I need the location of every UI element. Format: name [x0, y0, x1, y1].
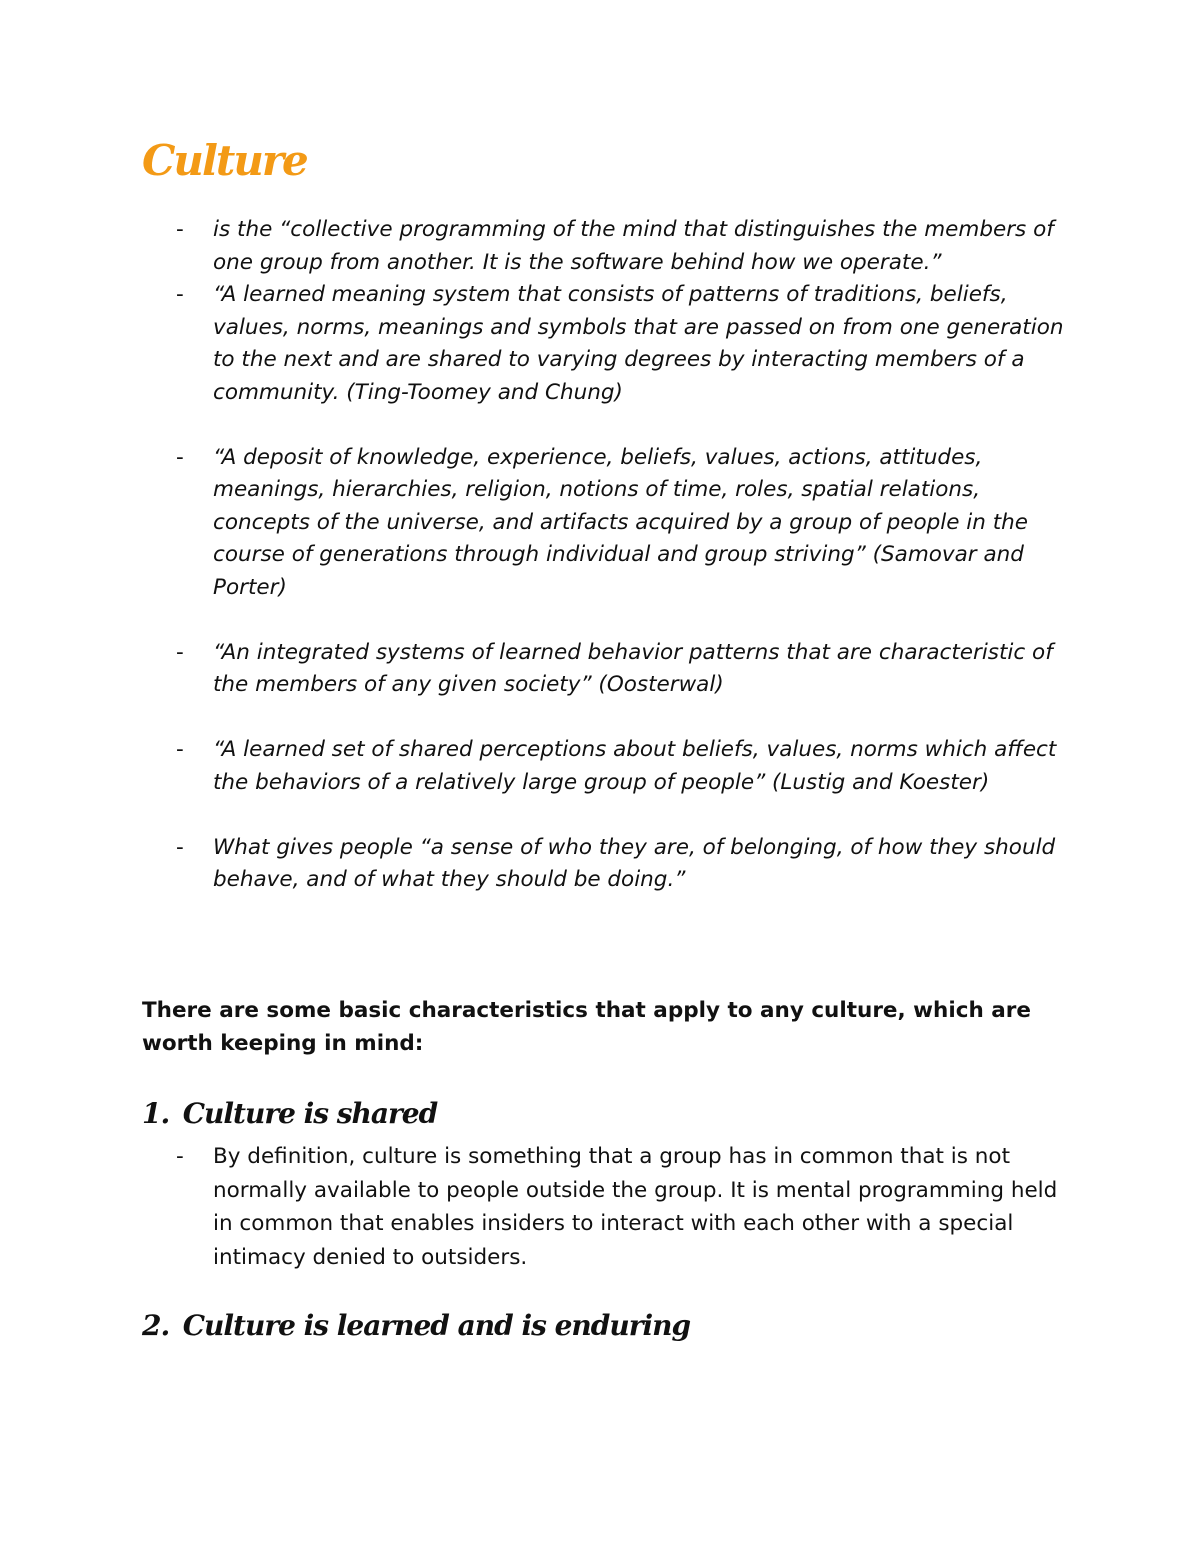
definition-text: is the “collective programming of the mind that distinguishes the members of one group from another. It is the software behind how we operate.”	[213, 217, 1054, 275]
definition-text: “A learned meaning system that consists of patterns of traditions, beliefs, values, norms, meanings and symbols that are passed on from one generation to the next and are shared to varying degrees by interacting members of a community. (Ting-Toomey and Chung)	[213, 282, 1064, 405]
section-number: 2.	[142, 1309, 170, 1342]
bullet-dash: -	[176, 1144, 184, 1169]
bullet-dash: -	[176, 217, 184, 242]
section-bullet-item	[0, 1140, 1073, 1274]
definition-item	[0, 832, 1073, 897]
section-shared-list	[0, 1140, 1200, 1274]
bullet-dash: -	[176, 834, 184, 860]
definition-item	[0, 637, 1073, 702]
definition-text: “A deposit of knowledge, experience, beliefs, values, actions, attitudes, meanings, hierarchies, religion, notions of time, roles, spatial relations, concepts of the universe, and artifacts acquired by a group of people in the course of generations through individual and group striving” (Samovar and Porter)	[213, 444, 1029, 600]
definition-text: What gives people “a sense of who they are, of belonging, of how they should behave, and of what they should be doing.”	[213, 834, 1056, 892]
section-number: 1.	[142, 1097, 170, 1130]
bullet-dash: -	[176, 282, 184, 307]
section-heading-shared	[142, 1097, 437, 1131]
bullet-dash: -	[176, 639, 184, 665]
definition-text: “An integrated systems of learned behavior patterns that are characteristic of the members of any given society” (Oosterwal)	[213, 639, 1053, 697]
definition-text: “A learned set of shared perceptions about beliefs, values, norms which affect the behaviors of a relatively large group of people” (Lustig and Koester)	[213, 737, 1057, 795]
section-heading-text: Culture is learned and is enduring	[182, 1309, 691, 1342]
section-heading-learned	[142, 1309, 690, 1343]
bullet-dash: -	[176, 737, 184, 762]
section-heading-text: Culture is shared	[182, 1097, 438, 1130]
definitions-list	[0, 214, 1200, 897]
bullet-dash: -	[176, 444, 184, 470]
definition-item	[0, 442, 1073, 605]
characteristics-intro: There are some basic characteristics that apply to any culture, which are worth keeping in mind:	[142, 998, 1031, 1056]
definition-item	[0, 279, 1073, 409]
page-title: Culture	[142, 136, 307, 185]
section-bullet-text: By definition, culture is something that a group has in common that is not normally available to people outside the group. It is mental programming held in common that enables insiders to interact with each other with a special intimacy denied to outsiders.	[213, 1144, 1058, 1270]
definition-item	[0, 214, 1073, 279]
definition-item	[0, 734, 1073, 799]
